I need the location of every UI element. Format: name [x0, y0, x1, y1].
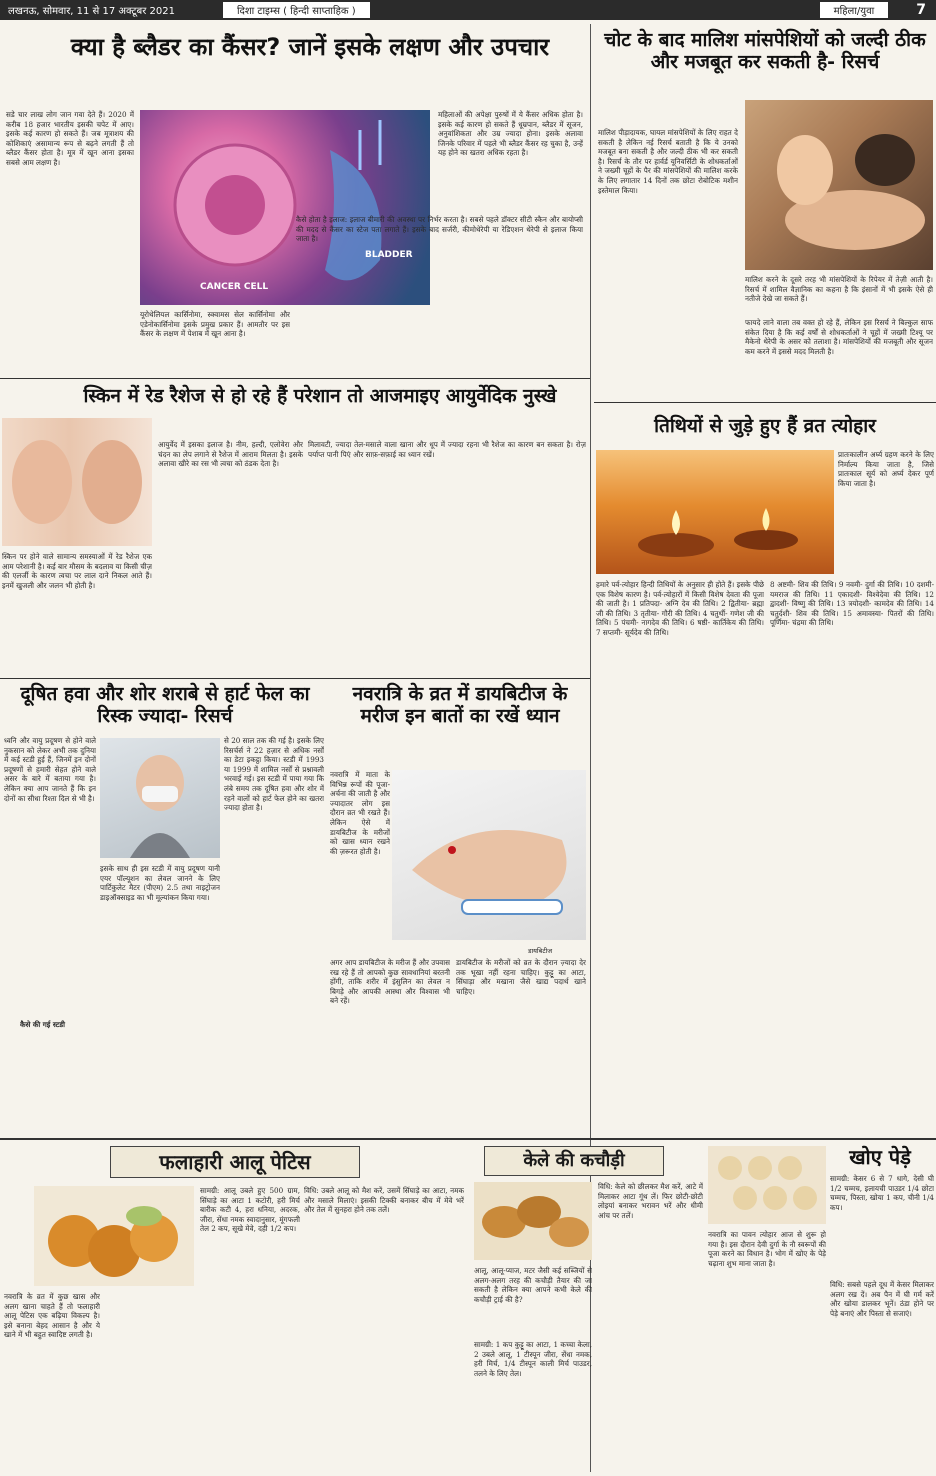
kachori-headline: केले की कचौड़ी [484, 1146, 664, 1176]
pollution-body-2: से 20 साल तक की गई है। इसके लिए रिसर्चर्स ने 22 हज़ार से अधिक नर्सों का डेटा इकट्ठा किया। स्टडी में 1993 या 1999 में शामिल नर्सों से प्रश्नावली भरवाई गई। इस स्टडी में पाया गया कि लंबे समय तक दूषित हवा और शोर में रहने वालों को हार्ट फेल होने का खतरा ज्यादा होता है। [224, 736, 324, 813]
festivals-image [596, 450, 834, 574]
paper-name: दिशा टाइम्स ( हिन्दी साप्ताहिक ) [223, 2, 370, 18]
patties-body-3: विधि: उबले आलू को मैश करें, उसमें सिंघाड़े का आटा, नमक और मसाले मिलाएं। इसकी टिक्की बनाकर बीच में मेवे भरें और तेल में सुनहरा होने तक तलें। [304, 1186, 464, 1215]
massage-body-3: फायदे लाने वाला तब वक्त हो रहे हैं, लेकिन इस रिसर्च ने बिल्कुल साफ संकेत दिया है कि कई वर्षों से शोधकर्ताओं ने चूहों में जख्मी टिश्यू पर मैकेनो थेरेपी के असर को तलाशा है। मांसपेशियों की मजबूती और सूजन कम करने में इससे मदद मिलती है। [745, 318, 933, 356]
massage-body-2: मालिश करने के दूसरे तरह भी मांसपेशियों के रिपेयर में तेज़ी आती है। रिसर्च में शामिल वैज्ञानिक का कहना है कि इंसानों में भी इसके ऐसे ही नतीजे देखे जा सकते हैं। [745, 275, 933, 304]
kachori-illustration [474, 1182, 592, 1260]
festivals-body-1: प्रातःकालीन अर्घ्य ग्रहण करने के लिए निर्माल्य किया जाता है, जिसे प्रातःकाल सूर्य को अर्घ्य देकर पूर्ण किया जाता है। [838, 450, 934, 488]
skin-body-1: स्किन पर होने वाले सामान्य समस्याओं में रेड रैशेज एक आम परेशानी है। कई बार मौसम के बदलाव या किसी चीज़ की एलर्जी के कारण त्वचा पर लाल दाने निकल आते हैं। इनमें खुजली और जलन भी होती है। [2, 552, 152, 590]
bladder-body-1: सडे चार लाख लोग जान गवा देते हैं। 2020 में करीब 18 हजार भारतीय इसकी चपेट में आए। इसके कई कारण हो सकते हैं। जब मूत्राशय की कोशिकाएं असामान्य रूप से बढ़ने लगती हैं तो ब्लैडर कैंसर होता है। मूत्र में खून आना इसका सबसे आम लक्षण है। [6, 110, 134, 167]
pede-headline: खोए पेड़े [849, 1145, 911, 1169]
section-divider [0, 1138, 936, 1140]
pede-image [708, 1146, 826, 1224]
massage-body-1: मालिश पीड़ादायक, घायल मांसपेशियों के लिए राहत दे सकती है लेकिन नई रिसर्च बताती है कि ये उनको मजबूत बना सकती है और जल्दी ठीक भी कर सकती है। रिसर्च के तौर पर हार्वर्ड यूनिवर्सिटी के शोधकर्ताओं ने जख्मी चूहों के पैर की मांसपेशियों की मालिश करके के लिए लगातार 14 दिनों तक छोटा रोबोटिक मशीन इस्तेमाल किया। [598, 128, 738, 195]
kachori-image [474, 1182, 592, 1260]
date-line: लखनऊ, सोमवार, 11 से 17 अक्टूबर 2021 [8, 6, 175, 17]
pede-body-1: नवरात्रि का पावन त्योहार आज से शुरू हो गया है। इस दौरान देवी दुर्गा के नौ स्वरूपों की पूजा करने का विधान है। भोग में खोए के पेड़े चढ़ाना शुभ माना जाता है। [708, 1230, 826, 1268]
skin-body-3: मिलावटी, ज्यादा तेल-मसाले वाला खाना और धूप में ज्यादा रहना भी रैशेज का कारण बन सकता है। रोज़ पर्याप्त पानी पिएं और साफ़-सफ़ाई का ध्यान रखें। [308, 440, 586, 459]
bladder-headline: क्या है ब्लैडर का कैंसर? जानें इसके लक्षण और उपचार [70, 33, 550, 61]
cancer-cell-label: CANCER CELL [200, 282, 269, 292]
diya-illustration [596, 450, 834, 574]
navratri-caption: डायबिटीज [528, 947, 553, 955]
section-divider [0, 378, 590, 379]
faces-illustration [2, 418, 152, 546]
pollution-headline: दूषित हवा और शोर शराबे से हार्ट फेल का रिस्क ज्यादा- रिसर्च [20, 683, 310, 727]
patties-image [34, 1186, 194, 1286]
festivals-headline: तिथियों से जुड़े हुए हैं व्रत त्योहार [654, 415, 876, 437]
pollution-closing: कैसे की गई स्टडी [20, 1020, 65, 1029]
massage-headline: चोट के बाद मालिश मांसपेशियों को जल्दी ठीक और मजबूत कर सकती है- रिसर्च [604, 29, 926, 73]
festivals-body-3: 8 अष्टमी- शिव की तिथि। 9 नवमी- दुर्गा की तिथि। 10 दशमी- यमराज की तिथि। 11 एकादशी- विश्वेदेवा की तिथि। 12 द्वादशी- विष्णु की तिथि। 13 त्रयोदशी- कामदेव की तिथि। 14 चतुर्दशी- शिव की तिथि। 15 अमावस्या- पितरों की तिथि। पूर्णिमा- चंद्रमा की तिथि। [770, 580, 934, 628]
kachori-body-2: सामग्री: 1 कप कुट्टू का आटा, 1 कच्चा केला, 2 उबले आलू, 1 टीस्पून जीरा, सेंधा नमक, हरी मिर्च, 1/4 टीस्पून काली मिर्च पाउडर, तलने के लिए तेल। [474, 1340, 592, 1378]
pollution-body-1: ध्वनि और वायु प्रदूषण से होने वाले नुकसान को लेकर अभी तक दुनिया में कई स्टडी हुई हैं, जिनमें इन दोनों प्रदूषणों से हमारी सेहत होने वाले असर के बारे में बताया गया है। लेकिन क्या आप जानते हैं कि इन दोनों का सीधा रिश्ता दिल से भी है। [4, 736, 96, 803]
patties-body-2: सामग्री: आलू उबले हुए 500 ग्राम, सिंघाड़े का आटा 1 कटोरी, हरी मिर्च बारीक कटी 4, हरा धनिया, अदरक, जीरा, सेंधा नमक स्वादानुसार, मूंगफली तेल 2 कप, सूखे मेवे, दही 1/2 कप। [200, 1186, 300, 1234]
navratri-body-3: डायबिटीज के मरीजों को व्रत के दौरान ज़्यादा देर तक भूखा नहीं रहना चाहिए। कुट्टू का आटा, सिंघाड़ा और मखाना जैसे खाद्य पदार्थ खाने चाहिए। [456, 958, 586, 996]
navratri-body-2: अगर आप डायबिटीज के मरीज हैं और उपवास रख रहे हैं तो आपको कुछ सावधानियां बरतनी होंगी, ताकि शरीर में इंसुलिन का लेवल न बिगड़े और आपकी आस्था और विश्वास भी बने रहें। [330, 958, 450, 1006]
mask-illustration [100, 738, 220, 858]
masthead-bar [0, 0, 936, 20]
pede-body-2: सामग्री: केसर 6 से 7 धागे, देसी घी 1/2 चम्मच, इलायची पाउडर 1/4 छोटा चम्मच, पिस्ता, खोया 1 कप, चीनी 1/4 कप। [830, 1174, 934, 1212]
skin-image [2, 418, 152, 546]
pede-body-3: विधि: सबसे पहले दूध में केसर मिलाकर अलग रख दें। अब पैन में घी गर्म करें और खोया डालकर भूनें। ठंडा होने पर पेड़े बनाएं और पिस्ता से सजाएं। [830, 1280, 934, 1318]
massage-image [745, 100, 933, 270]
skin-body-2: आयुर्वेद में इसका इलाज है। नीम, हल्दी, एलोवेरा और चंदन का लेप लगाने से रैशेज में आराम मिलता है। इसके अलावा खीरे का रस भी त्वचा को ठंडक देता है। [158, 440, 303, 469]
section-label: महिला/युवा [820, 2, 889, 18]
page-number: 7 [916, 2, 926, 18]
bladder-body-4: कैसे होता है इलाज: इलाज बीमारी की अवस्था पर निर्भर करता है। सबसे पहले डॉक्टर सीटी स्कैन और बायोप्सी की मदद से कैंसर का स्टेज पता लगाते हैं। इसके बाद सर्जरी, कीमोथेरेपी या रेडिएशन थेरेपी से इलाज किया जाता है। [296, 215, 583, 244]
section-divider [594, 402, 936, 403]
bladder-body-2: यूरोथेलियल कार्सिनोमा, स्क्वामस सेल कार्सिनोमा और एडेनोकार्सिनोमा इसके प्रमुख प्रकार हैं। आमतौर पर इस कैंसर के लक्षण में पेशाब में खून आना है। [140, 310, 290, 339]
glucose-test-illustration [392, 770, 586, 940]
pede-illustration [708, 1146, 826, 1224]
bladder-label: BLADDER [365, 250, 413, 260]
pollution-body-3: इसके साथ ही इस स्टडी में वायु प्रदूषण यानी एयर पॉल्यूशन का लेवल जानने के लिए पार्टिकुलेट मैटर (पीएम) 2.5 तथा नाइट्रोजन डाइऑक्साइड का भी मूल्यांकन किया गया। [100, 864, 220, 902]
kachori-body-3: विधि: केले को छीलकर मैश करें, आटे में मिलाकर आटा गूंथ लें। फिर छोटी-छोटी लोइयां बनाकर भरावन भरें और धीमी आंच पर तलें। [598, 1182, 703, 1220]
massage-illustration [745, 100, 933, 270]
patties-headline: फलाहारी आलू पेटिस [110, 1146, 360, 1178]
navratri-headline: नवरात्रि के व्रत में डायबिटीज के मरीज इन बातों का रखें ध्यान [352, 683, 568, 727]
pollution-image [100, 738, 220, 858]
skin-headline: स्किन में रेड रैशेज से हो रहे हैं परेशान तो आजमाइए आयुर्वेदिक नुस्खे [83, 385, 557, 407]
bladder-body-3: महिलाओं की अपेक्षा पुरुषों में ये कैंसर अधिक होता है। इसके कई कारण हो सकते हैं धूम्रपान, ब्लैडर में सूजन, अनुवांशिकता और उम्र ज्यादा होना। इसके अलावा जिनके परिवार में पहले भी ब्लैडर कैंसर रह चुका है, उन्हें यह होने का खतरा अधिक रहता है। [438, 110, 583, 158]
navratri-image [392, 770, 586, 940]
section-divider [0, 678, 590, 679]
kachori-body-1: आलू, आलू-प्याज, मटर जैसी कई सब्जियों से अलग-अलग तरह की कचौड़ी तैयार की जा सकती है लेकिन क्या आपने कभी केले की कचौड़ी ट्राई की है? [474, 1266, 592, 1304]
festivals-body-2: हमारे पर्व-त्योहार हिन्दी तिथियों के अनुसार ही होते हैं। इसके पीछे एक विशेष कारण है। पर्व-त्योहारों में किसी विशेष देवता की पूजा की जाती है। 1 प्रतिपदा- अग्नि देव की तिथि। 2 द्वितीया- ब्रह्मा जी की तिथि। 3 तृतीया- गौरी की तिथि। 4 चतुर्थी- गणेश जी की तिथि। 5 पंचमी- नागदेव की तिथि। 6 षष्ठी- कार्तिकेय की तिथि। 7 सप्तमी- सूर्यदेव की तिथि। [596, 580, 764, 637]
patties-illustration [34, 1186, 194, 1286]
navratri-body-1: नवरात्रि में माता के विभिन्न रूपों की पूजा-अर्चना की जाती है और ज्यादातर लोग इस दौरान व्रत भी रखते हैं। लेकिन ऐसे में डायबिटीज के मरीजों को खास ध्यान रखने की ज़रूरत होती है। [330, 770, 390, 856]
patties-body-1: नवरात्रि के व्रत में कुछ खास और अलग खाना चाहते हैं तो फलाहारी आलू पेटिस एक बढ़िया विकल्प है। इसे बनाना बेहद आसान है और ये खाने में भी बहुत स्वादिष्ट लगती है। [4, 1292, 100, 1340]
